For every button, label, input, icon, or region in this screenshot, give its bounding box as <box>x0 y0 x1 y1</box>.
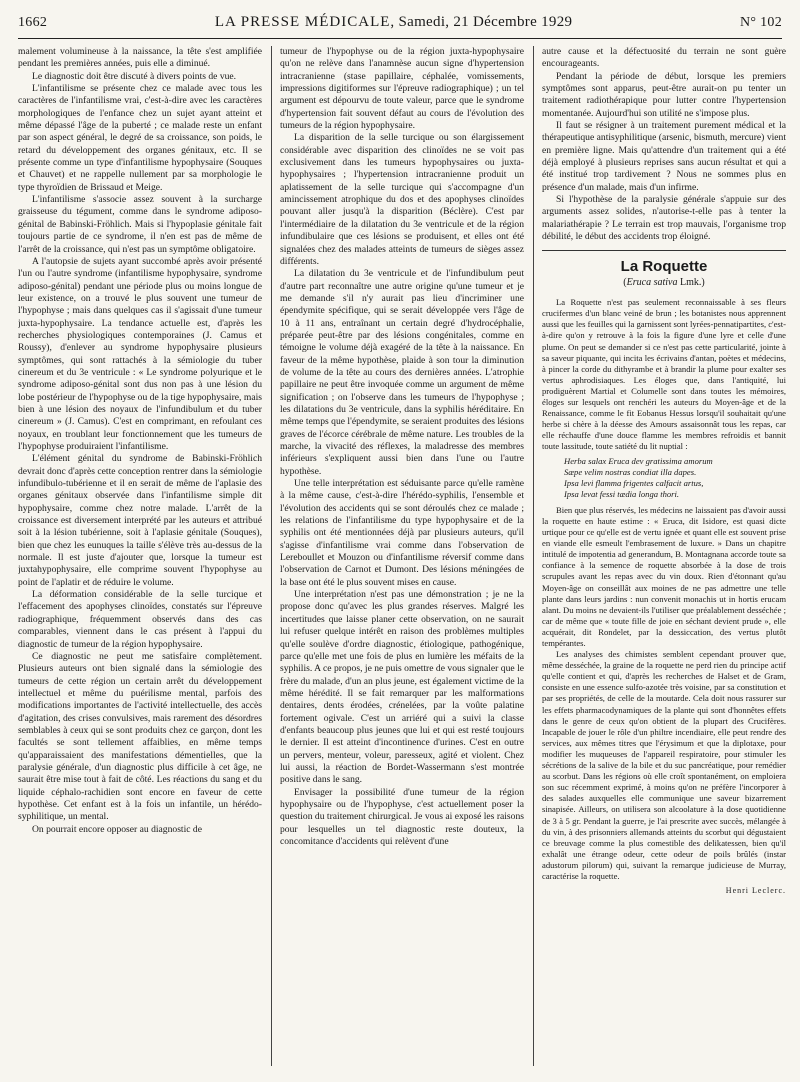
paragraph: Si l'hypothèse de la paralysie générale s'appuie sur des arguments assez solides, n'autorise-t-elle pas à tenter la malariathérapie ? Le terrain est trop mauvais, l'organisme trop débilité, le début des accidents trop éloigné. <box>542 194 786 243</box>
paragraph: A l'autopsie de sujets ayant succombé après avoir présenté l'un ou l'autre syndrome (infantilisme hypophysaire, syndrome adiposo-génital) pendant une période plus ou moins longue de leur existence, on a trouvé le plus souvent une tumeur de l'hypophyse ; mais dans quelques cas il s'agissait d'une tumeur juxta-hypophysaire. La tendance actuelle est, d'après les recherches physiologiques contemporaines (J. Camus et Roussy), d'enlever au syndrome hypophysaire plusieurs symptômes, qui sont rattachés à la sémiologie du tuber cinereum et du 3e ventricule : « Le syndrome polyurique et le syndrome adiposo-génital sont dus non pas à une lésion du lobe postérieur de l'hypophyse ou de la tige hypophysaire, mais bien à une lésion des noyaux de l'infundibulum et du tuber cinereum » (J. Camus). C'est en comprimant, en refoulant ces noyaux, en troublant leur fonctionnement que les tumeurs de l'hypophyse produiraient l'infantilisme. <box>18 255 262 452</box>
paragraph: Bien que plus réservés, les médecins ne laissaient pas d'avoir aussi la roquette en haute estime : « Eruca, dit Isidore, est quasi dicte urtique pour ce qu'elle est de vertu ignée et quant elle est souvent prise en viande elle esmeult l'embrasement de luxure. » Dans un chapitre intitulé de impotentia ad generandum, B. Montagnana accorde toute sa confiance à la semence de roquette absorbée à la dose de trois scrupules avant les repas avec du vin doux. Rien d'étonnant qu'au Moyen-âge on conseillât aux moines de ne pas admettre une telle plante dans leurs jardins : nun convenit monachis ut in hortis erucam alant. Du moins ne devaient-ils l'utiliser que préalablement desséchée ; car de même que « toute fille de joie en séchant devient prude », elle acquérait, dit Rondelet, par la dessiccation, des vertus plutôt tempérantes. <box>542 504 786 648</box>
column-3 <box>542 46 786 1066</box>
publication-name: LA PRESSE MÉDICALE <box>214 14 391 30</box>
paragraph: Une interprétation n'est pas une démonstration ; je ne la propose donc qu'avec les plus grandes réserves. Malgré les incertitudes que laisse planer cette observation, on ne saurait lui refuser quelque intérêt en raison des problèmes multiples qu'elle soulève d'ordre diagnostic, étiologique, pathogénique, parce qu'elle met une fois de plus en lumière les méfaits de la syphilis. A ce propos, je ne puis omettre de vous signaler que le frère du malade, d'un an plus jeune, est également victime de la même hérédité. Il se fait remarquer par les malformations dentaires, dents érodées, crénelées, par la voûte palatine fortement ogivale. C'est un arriéré qui a suivi la classe d'enfants beaucoup plus jeunes que lui et qui est resté toujours le dernier. Il est atteint d'incontinence d'urines. C'est en outre un pervers, menteur, voleur, paresseux, agité et violent. Chez lui aussi, la réaction de Bordet-Wassermann s'est montrée positive dans le sang. <box>280 589 524 786</box>
author-abbrev: Lmk.) <box>677 276 705 288</box>
latin-verse <box>542 456 786 500</box>
issue-number: N° 102 <box>739 15 782 30</box>
section-rule <box>542 250 786 251</box>
paragraph: L'infantilisme se présente chez ce malade avec tous les caractères de l'infantilisme vrai, c'est-à-dire avec les caractères morphologiques de l'enfance chez un sujet ayant atteint et même dépassé l'âge de la puberté ; ce malade reste un enfant par son aspect général, le degré de sa croissance, son poids, le retard du développement des organes génitaux, etc. Il se présente comme un type d'infantilisme hypophysaire (Souques et Chauvet) et ne rappelle nullement par sa morphologie le type thyroïdien de Brissaud et Meige. <box>18 83 262 193</box>
verse-line: Ipsa levat fessi tædia longa thori. <box>564 488 680 499</box>
verse-line: Herba salax Eruca dev gratissima amorum <box>564 455 713 466</box>
latin-name: Eruca sativa <box>626 276 678 288</box>
page-header <box>18 14 782 36</box>
paragraph: malement volumineuse à la naissance, la tête s'est amplifiée pendant les premières années, puis elle a diminué. <box>18 46 262 70</box>
paragraph: Il faut se résigner à un traitement purement médical et la thérapeutique antisyphilitique (arsenic, bismuth, mercure) vient en première ligne. Mais qu'attendre d'un traitement qui a été déjà employé à plusieurs reprises sans aucun résultat et qui a été institué trop tardivement ? Nous ne sommes plus en présence d'un malade, mais d'un infirme. <box>542 120 786 193</box>
paragraph: L'élément génital du syndrome de Babinski-Fröhlich devrait donc d'après cette conception rentrer dans la sémiologie infundibulo-tubérienne et il en serait de même de l'aplasie des organes génitaux observée dans l'infantilisme simple dit hypophysaire, comme chez notre malade. L'arrêt de la croissance est diversement interprété par les auteurs et attribué soit à la lésion tubérienne, soit à l'aplasie génitale (Souques), bien que chez les eunuques la taille s'élève très au-dessus de la normale. Il est juste d'ajouter que, lorsque la tumeur est juxtahypophysaire, elle comprime souvent l'hypophyse au point de l'aplatir et de réduire le volume. <box>18 453 262 588</box>
paragraph: L'infantilisme s'associe assez souvent à la surcharge graisseuse du tégument, comme dans le syndrome adiposo-génital de Babinski-Fröhlich. Mais si l'hypoplasie génitale fait toujours partie de ce syndrome, il n'en est pas de même de l'arrêt de la croissance, qui n'est pas un symptôme obligatoire. <box>18 194 262 255</box>
paragraph: Envisager la possibilité d'une tumeur de la région hypophysaire ou de l'hypophyse, c'est actuellement poser la question du traitement chirurgical. Je vous ai exposé les raisons pour lesquelles un tel diagnostic reste douteux, la concomitance d'accidents qui relèvent d'une <box>280 786 524 847</box>
paragraph: La dilatation du 3e ventricule et de l'infundibulum peut d'autre part reconnaître une autre origine qu'une tumeur et je me demande s'il n'y aurait pas lieu d'incriminer une épendymite spécifique, qui se serait développée vers l'âge de 10 à 11 ans, entraînant un certain degré d'hydrocéphalie, préparée peut-être par des lésions congénitales, comme en témoigne le volume déjà exagéré de la tête à la naissance. En faveur de la même hypothèse, plaide à son tour la diminution de volume de la tête au cours des dernières années. L'atrophie papillaire ne peut être invoquée comme un argument de même signification ; on l'observe dans les tumeurs de l'hypophyse ; les dilatations du 3e ventricule, dans la syphilis héréditaire. En même temps que l'épendymite, se seraient produites des lésions graves de l'écorce cérébrale de même nature. Les troubles de la marche, la vivacité des réflexes, la maladresse des membres inférieurs s'expliquent aussi bien dans l'une ou l'autre hypothèse. <box>280 268 524 477</box>
column-1 <box>18 46 262 1066</box>
header-rule <box>18 38 782 39</box>
verse-line: Ipsa levi flamma frigentes calfacit artus, <box>564 477 704 488</box>
paragraph: On pourrait encore opposer au diagnostic de <box>32 823 202 835</box>
issue-date: , Samedi, 21 Décembre 1929 <box>390 14 573 30</box>
author-signature: Henri Leclerc. <box>725 886 786 896</box>
column-divider <box>533 46 534 1066</box>
paragraph: Ce diagnostic ne peut me satisfaire complètement. Plusieurs auteurs ont bien signalé dans la sémiologie des tumeurs de cette région un certain arrêt du développement intellectuel et même du puérilisme mental, parfois des modifications importantes de l'activité intellectuelle, des accès d'agitation, des crises convulsives, mais rarement des désordres semblables à ceux qui se sont produits chez ce garçon, dont les facultés se sont tellement affaiblies, en même temps qu'apparaissaient des manifestations démentielles, que la paralysie générale, d'un diagnostic plus difficile à cet âge, ne saurait être mise tout à fait de côté. Les réactions du sang et du liquide céphalo-rachidien sont encore en faveur de cette hypothèse. Cet enfant est à la fois un infantile, un hérédo-syphilitique, un mental. <box>18 650 262 823</box>
paragraph: Le diagnostic doit être discuté à divers points de vue. <box>32 70 237 82</box>
verse-line: Sæpe velim nostras condiat illa dapes. <box>564 466 697 477</box>
paragraph: Une telle interprétation est séduisante parce qu'elle ramène à la même cause, c'est-à-dire l'hérédo-syphilis, l'ensemble et l'évolution des accidents qui se sont déroulés chez ce malade ; les relations de l'infantilisme du type hypophysaire et de la syphilis ont été mentionnées déjà par plusieurs auteurs, qu'il s'agisse d'infantilisme vrai comme dans l'observation de Lereboullet et Mouzon ou d'infantilisme réversif comme dans l'observation de Carnot et Dumont. Des lésions méningées de la base ont été le plus souvent mises en cause. <box>280 478 524 588</box>
page-number: 1662 <box>18 15 48 30</box>
column-2 <box>280 46 524 1066</box>
paragraph: La déformation considérable de la selle turcique et l'effacement des apophyses clinoïdes, constatés sur l'épreuve radiographique, fréquemment observés dans des cas comparables, viennent dans le cas présent à l'appui du diagnostic de tumeur de la région hypophysaire. <box>18 589 262 650</box>
article-body <box>542 297 786 896</box>
paragraph: Pendant la période de début, lorsque les premiers symptômes sont apparus, peut-être aurait-on pu tenter un traitement radiothérapique pour lutter contre l'hypertension momentanée. Aujourd'hui son utilité ne s'impose plus. <box>542 70 786 119</box>
paragraph: La Roquette n'est pas seulement reconnaissable à ses fleurs crucifermes d'un blanc veiné de brun ; les botanistes nous apprennent aussi que les feuilles qui la garnissent sont lyrées-pennatipartites, c'est-à-dire qu'on y retrouve à la fois la figure d'une lyre et celle d'une plume. On peut se demander si ce n'est pas cette particularité, jointe à sa saveur piquante, qui incita les écrivains d'antan, poètes et médecins, à pincer la corde du dithyrambe et à brandir la plume pour exalter ses vertus aphrodisiaques. Les éloges que, dans l'antiquité, lui prodiguèrent Martial et Columelle sont dans toutes les mémoires, éloges sur lesquels ont renchéri les auteurs du Moyen-âge et de la Renaissance, comme le fit Eobanus Hessus lorsqu'il souhaitait qu'une herbe si chère à la déesse des Amours assaisonnât tous les repas, car elle réchauffe d'une douce flamme les membres refroidis et bannit toute lassitude, toute satiété du lit nuptial : <box>542 297 786 452</box>
paragraph: autre cause et la défectuosité du terrain ne sont guère encourageants. <box>542 46 786 70</box>
paragraph: tumeur de l'hypophyse ou de la région juxta-hypophysaire qu'on ne relève dans l'anamnèse aucun signe d'hypertension intracranienne (stase papillaire, céphalée, vomissements, impressions digitiformes sur l'épreuve radiographique) ; un tel argument est dépourvu de toute valeur, parce que le syndrome d'hypertension fait souvent défaut au cours de l'évolution des tumeurs de la région hypophysaire. <box>280 46 524 132</box>
section-subtitle: (Eruca sativa Lmk.) <box>623 276 705 288</box>
paragraph: La disparition de la selle turcique ou son élargissement considérable avec disparition des clinoïdes ne se voit pas exclusivement dans les tumeurs hypophysaires ou juxta-hypophysaires ; l'hypertension intracranienne produit un aplatissement de la selle turcique qui s'accompagne d'un amincissement atrophique du dos et des apophyses clinoïdes pouvant aller jusqu'à la disparition (Béclère). C'est par l'intermédiaire de la dilatation du 3e ventricule et de la région infundibulaire que ces lésions se produisent, et elles ont été signalées chez des malades atteints de tumeurs de sièges assez différents. <box>280 132 524 267</box>
paragraph: Les analyses des chimistes semblent cependant prouver que, même desséchée, la graine de la roquette ne perd rien du principe actif qu'elle contient et qui, d'après les recherches de Halset et de Gram, consiste en une essence sulfo-azotée très voisine, par sa constitution et par ses propriétés, de celle de la moutarde. Cela doit nous rassurer sur les effets pharmacodynamiques de la plante qui sont d'honnêtes effets dans le genre de ceux qu'on obtient de la plupart des Crucifères. Incapable de jouer le rôle d'un philtre incendiaire, elle peut rendre des services, aux mêmes titres que l'érysimum et que la diplotaxe, pour modifier les muqueuses de l'appareil respiratoire, pour stimuler les sécrétions de la salive de la bile et du suc pancréatique, pour remédier au scorbut. Dans les régions où elle croît spontanément, on emploiera son suc récemment exprimé, à moins qu'on ne préfère l'incorporer à des salades auxquelles elle communique une saveur bizarrement sinapisée. Ailleurs, on utilisera son alcoolature à la dose quotidienne de 3 à 5 gr. Pendant la guerre, je l'ai prescrite avec succès, mélangée à du vin, à des prisonniers allemands atteints du scorbut qui dégustaient ce breuvage comme la plus comestible des delikatessen, bien qu'il exhalât une étrange odeur, cette odeur de poils brûlés (instar adustorum pilorum) qui, suivant la remarque judicieuse de Murray, caractérise la roquette. <box>542 649 786 881</box>
column-divider <box>271 46 272 1066</box>
section-title: La Roquette <box>620 257 708 275</box>
masthead <box>215 14 572 31</box>
